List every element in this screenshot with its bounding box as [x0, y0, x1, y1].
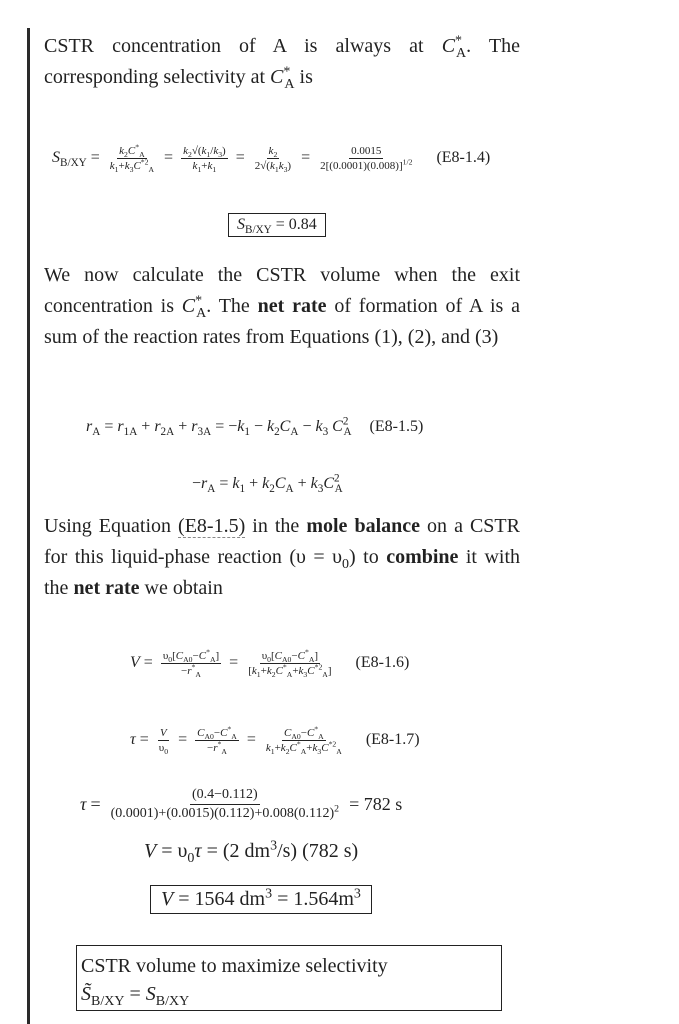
fraction-k2-over-2sqrt: $\frac{k_2}{2√(k_1k_3)}$: [254, 144, 292, 174]
equation-e8-1-6: V = $\frac{\upsilon_0[C_{A0}-C^*_A]}{-r^*_A}$ = $\frac{\upsilon_0[C_{A0}-C^*_A]}{[k_1+k_2C^*_A+k_3C^{*2}_A]}$ (E8-1.6): [130, 646, 410, 679]
fraction-tau-expanded: $\frac{C_{A0}-C^*_A}{k_1+k_2C^*_A+k_3C^{*2}_A}$: [265, 723, 342, 756]
fraction-k2ca-over-sum: $\frac{k_2C^*_A}{k_1+k_3C^{*2}_A}$: [109, 141, 155, 174]
fraction-v-simple: $\frac{\upsilon_0[C_{A0}-C^*_A]}{-r^*_A}$: [162, 646, 220, 679]
summary-line-2: $S̃_{B/XY} = S_{B/XY}$: [81, 983, 190, 1009]
equation-tag-e8-1-7: (E8-1.7): [365, 731, 420, 748]
selectivity-lhs: $S_{B/XY}$: [52, 149, 87, 170]
tau-result: = 782 s: [349, 793, 403, 814]
left-margin-rule: [27, 28, 30, 1024]
boxed-volume-result: V = 1564 $dm^3 = 1.564m^3$: [150, 885, 372, 914]
volume-calculation: $V = \upsilon_0\tau = (2$ $dm^3/s$) (782 s): [144, 838, 359, 866]
fraction-tau-simple: $\frac{C_{A0}-C^*_A}{-r^*_A}$: [197, 723, 237, 756]
fraction-v-over-v0: $\frac{V}{\upsilon_0}$: [158, 726, 169, 756]
fraction-v-expanded: $\frac{\upsilon_0[C_{A0}-C^*_A]}{[k_1+k_2C^*_A+k_3C^{*2}_A]}$: [248, 646, 332, 679]
equation-tag-e8-1-6: (E8-1.6): [355, 654, 410, 671]
tau-fraction: $\frac{(0.4-0.112)}{(0.0001)+(0.0015)(0.112)+0.008(0.112)^2}$: [110, 786, 340, 821]
boxed-selectivity-result: $S_{B/XY} = 0.84$: [228, 213, 326, 237]
combine-bold: combine: [386, 546, 459, 568]
equation-negative-ra: $-r_A = k_1 + k_2C_A + k_3C^2_A$: [192, 472, 343, 496]
equation-e8-1-5: $r_A = r_{1A} + r_{2A} + r_{3A} = -k_1 - k_2C_A - k_3$ $C^2_A$ (E8-1.5): [86, 415, 424, 439]
equation-e8-1-4: $S_{B/XY}$ = $\frac{k_2C^*_A}{k_1+k_3C^{*2}_A}$ = $\frac{k_2√(k_1/k_3)}{k_1+k_1}$ = $\frac{k_2}{2√(k_1k_3)}$ = $\frac{0.0015}{2[(0.0001)(0.008)]^{1/2}}$ (E8-1.4): [52, 141, 491, 174]
net-rate-bold: net rate: [257, 295, 327, 317]
net-rate-bold-2: net rate: [73, 577, 140, 599]
paragraph-cstr-concentration: CSTR concentration of A is always at $C^*_A$. The corresponding selectivity at $C^*_A$ is: [44, 33, 520, 92]
tau-numeric-calculation: τ = $\frac{(0.4-0.112)}{(0.0001)+(0.0015)(0.112)+0.008(0.112)^2}$ = 782 s: [80, 786, 403, 821]
equation-tag-e8-1-4: (E8-1.4): [436, 149, 491, 166]
summary-box: [76, 945, 502, 1011]
mole-balance-bold: mole balance: [306, 515, 421, 537]
summary-line-1: CSTR volume to maximize selectivity: [81, 955, 388, 977]
equation-tag-e8-1-5: (E8-1.5): [369, 418, 424, 435]
paragraph-mole-balance: Using Equation (E8-1.5) in the mole balance on a CSTR for this liquid-phase reaction $(\upsilon = \upsilon_0)$ to combine it with the net rate we obtain: [44, 515, 521, 599]
equation-link-e8-1-5[interactable]: (E8-1.5): [178, 515, 246, 537]
fraction-sqrt-form: $\frac{k_2√(k_1/k_3)}{k_1+k_1}$: [183, 144, 226, 174]
paragraph-net-rate: We now calculate the CSTR volume when the exit concentration is $C^*_A$. The net rate of formation of A is a sum of the reaction rates from Equations (1), (2), and (3): [44, 264, 521, 348]
equation-e8-1-7: τ = $\frac{V}{\upsilon_0}$ = $\frac{C_{A0}-C^*_A}{-r^*_A}$ = $\frac{C_{A0}-C^*_A}{k_1+k_2C^*_A+k_3C^{*2}_A}$ (E8-1.7): [130, 723, 420, 756]
fraction-numeric: $\frac{0.0015}{2[(0.0001)(0.008)]^{1/2}}$: [320, 144, 413, 172]
